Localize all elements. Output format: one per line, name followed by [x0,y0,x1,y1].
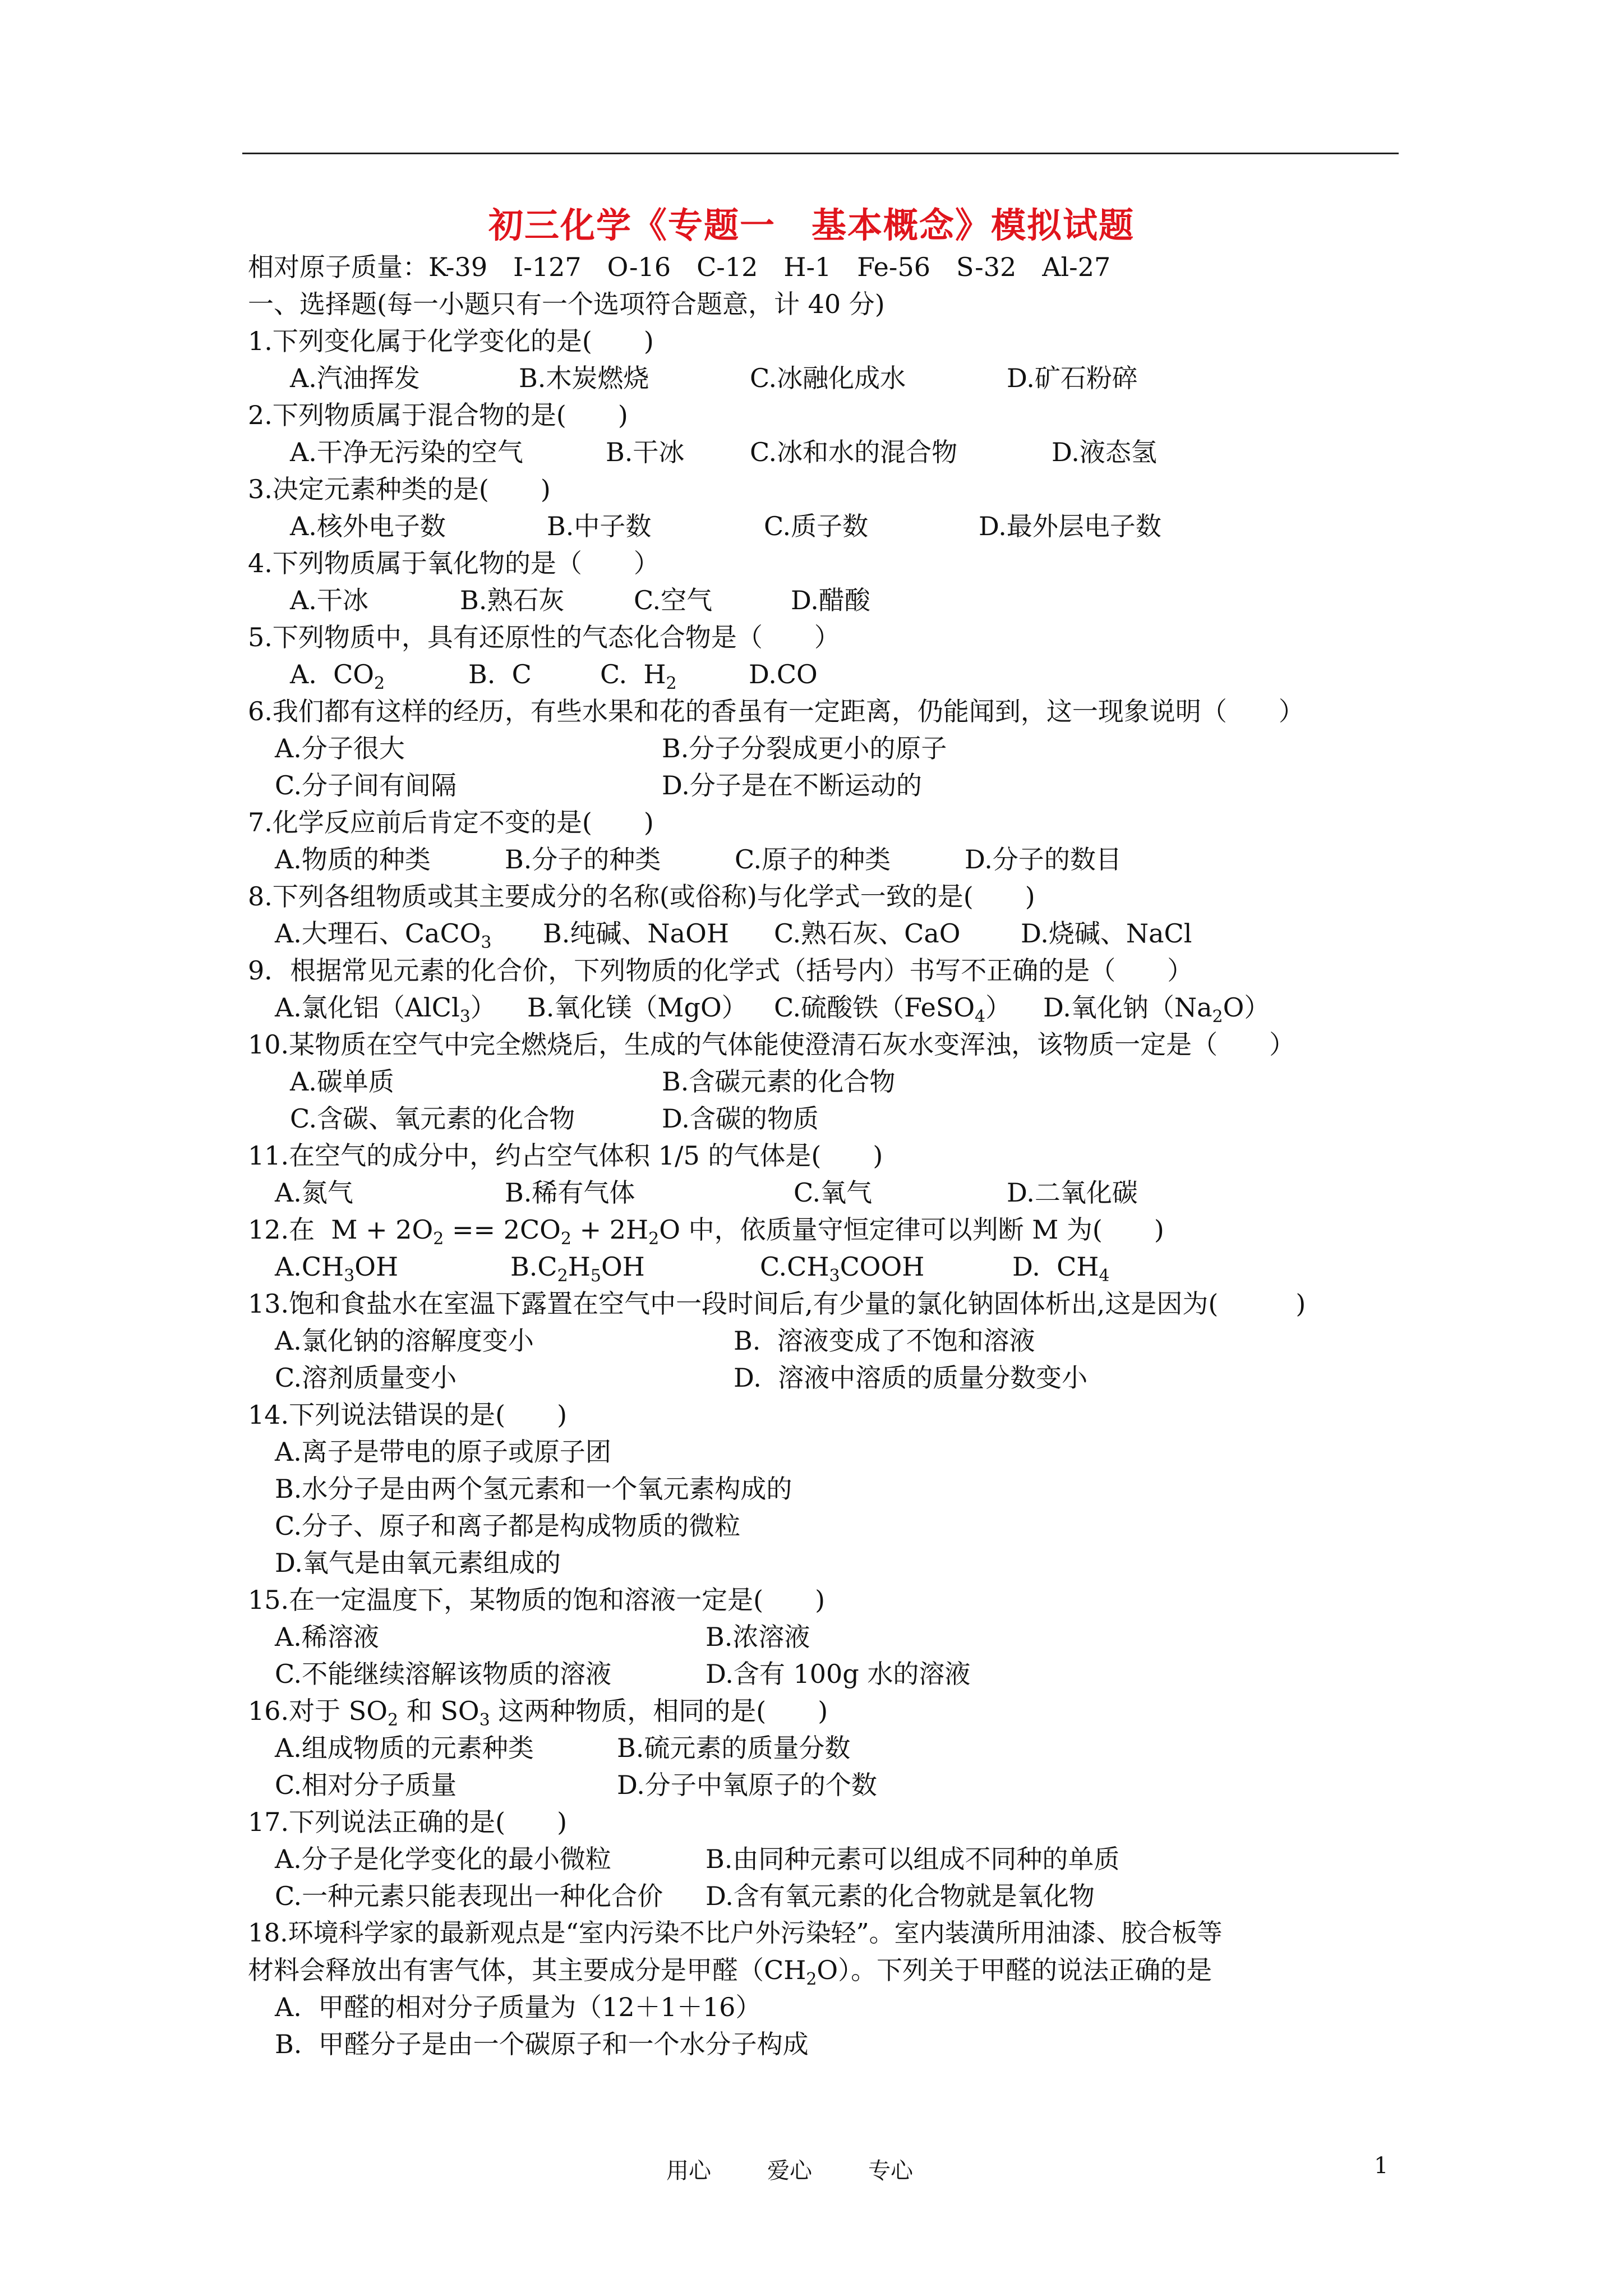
q8-option-c: C.熟石灰、CaO [774,918,961,949]
q5-option-b: B. C [468,659,532,689]
question-17: 17.下列说法正确的是( ) [248,1807,568,1837]
q7-option-a: A.物质的种类 [275,844,431,875]
q10-option-a: A.碳单质 [290,1066,394,1097]
question-16: 16.对于 $SO_2$ 和 $SO_3$ 这两种物质，相同的是( ) [248,1696,828,1730]
q16-option-b: B.硫元素的质量分数 [617,1733,851,1763]
question-18-line-2: 材料会释放出有害气体，其主要成分是甲醛$(CH_2O)$。下列关于甲醛的说法正确的是 [248,1955,1212,1989]
q2-option-c: C.冰和水的混合物 [750,437,958,467]
q10-option-d: D.含碳的物质 [662,1103,819,1134]
question-13: 13.饱和食盐水在室温下露置在空气中一段时间后,有少量的氯化钠固体析出,这是因为( ) [248,1289,1306,1319]
q13-option-a: A.氯化钠的溶解度变小 [275,1326,534,1356]
q11-option-d: D.二氧化碳 [1007,1177,1138,1208]
q3-option-a: A.核外电子数 [290,511,446,541]
question-1: 1.下列变化属于化学变化的是( ) [248,326,654,356]
q11-option-a: A.氮气 [275,1177,353,1208]
q6-option-c: C.分子间有间隔 [275,770,457,800]
q3-option-d: D.最外层电子数 [979,511,1161,541]
q16-option-d: D.分子中氧原子的个数 [617,1770,877,1800]
q2-option-d: D.液态氢 [1052,437,1157,467]
q17-option-a: A.分子是化学变化的最小微粒 [275,1844,611,1874]
q9-option-a: A.氯化铝（AlCl$_3$） [275,992,496,1027]
q14-option-c: C.分子、原子和离子都是构成物质的微粒 [275,1511,741,1541]
footer-text-1: 用心 [666,2158,711,2184]
question-9: 9．根据常见元素的化合价，下列物质的化学式（括号内）书写不正确的是（ ） [248,955,1193,986]
q4-option-a: A.干冰 [290,585,368,615]
q4-option-d: D.醋酸 [791,585,870,615]
header-rule [242,153,1399,154]
question-8: 8.下列各组物质或其主要成分的名称(或俗称)与化学式一致的是( ) [248,881,1035,912]
q13-option-d: D. 溶液中溶质的质量分数变小 [734,1363,1088,1393]
footer-text-2: 爱心 [767,2158,812,2184]
q9-option-b: B.氧化镁（MgO） [527,992,748,1023]
question-18-line-1: 18.环境科学家的最新观点是“室内污染不比户外污染轻”。室内装潢所用油漆、胶合板等 [248,1918,1223,1948]
q12-option-d: D. $CH_4$ [1012,1251,1110,1286]
q10-option-b: B.含碳元素的化合物 [662,1066,896,1097]
q5-option-d: D.CO [749,659,818,689]
question-14: 14.下列说法错误的是( ) [248,1400,568,1430]
q7-option-c: C.原子的种类 [735,844,891,875]
atomic-mass-line: 相对原子质量：K-39 I-127 O-16 C-12 H-1 Fe-56 S-32 Al-27 [248,252,1111,282]
q16-option-c: C.相对分子质量 [275,1770,457,1800]
q10-option-c: C.含碳、氧元素的化合物 [290,1103,575,1134]
q8-option-d: D.烧碱、NaCl [1021,918,1192,949]
q14-option-a: A.离子是带电的原子或原子团 [275,1437,611,1467]
q9-option-c: C.硫酸铁（FeSO$_4$） [774,992,1012,1027]
q15-option-a: A.稀溶液 [275,1622,379,1652]
q5-option-c: C. $H_2$ [600,659,677,693]
q14-option-b: B.水分子是由两个氢元素和一个氧元素构成的 [275,1474,792,1504]
q3-option-c: C.质子数 [764,511,869,541]
q15-option-c: C.不能继续溶解该物质的溶液 [275,1659,612,1689]
q17-option-c: C.一种元素只能表现出一种化合价 [275,1881,663,1911]
question-6: 6.我们都有这样的经历，有些水果和花的香虽有一定距离，仍能闻到，这一现象说明（ ） [248,696,1304,726]
q1-option-a: A.汽油挥发 [290,363,420,393]
q11-option-c: C.氧气 [794,1177,873,1208]
q1-option-d: D.矿石粉碎 [1007,363,1138,393]
q6-option-d: D.分子是在不断运动的 [662,770,922,800]
q18-option-b: B. 甲醛分子是由一个碳原子和一个水分子构成 [275,2029,809,2059]
q2-option-a: A.干净无污染的空气 [290,437,523,467]
q13-option-b: B. 溶液变成了不饱和溶液 [734,1326,1035,1356]
question-2: 2.下列物质属于混合物的是( ) [248,400,628,430]
q8-option-b: B.纯碱、NaOH [543,918,729,949]
q17-option-b: B.由同种元素可以组成不同种的单质 [706,1844,1120,1874]
q9-option-d: D.氧化钠$(Na_2O)$ [1043,992,1270,1027]
question-11: 11.在空气的成分中，约占空气体积 1/5 的气体是( ) [248,1140,883,1171]
question-10: 10.某物质在空气中完全燃烧后，生成的气体能使澄清石灰水变浑浊，该物质一定是（ ） [248,1029,1295,1060]
question-7: 7.化学反应前后肯定不变的是( ) [248,807,654,838]
q7-option-b: B.分子的种类 [505,844,661,875]
q11-option-b: B.稀有气体 [505,1177,635,1208]
q4-option-b: B.熟石灰 [460,585,565,615]
page-number: 1 [1374,2153,1389,2179]
q8-option-a: A.大理石、CaCO$_3$ [275,918,492,953]
q3-option-b: B.中子数 [547,511,652,541]
question-3: 3.决定元素种类的是( ) [248,474,551,504]
q12-option-c: $C.CH_3COOH$ [760,1251,925,1286]
footer-text-3: 专心 [868,2158,913,2184]
question-12: 12.在 $M + 2O_2 == 2CO_2 + 2H_2O$ 中，依质量守恒定律可以判断 M 为( ) [248,1214,1164,1249]
q1-option-c: C.冰融化成水 [750,363,906,393]
page-title: 初三化学《专题一 基本概念》模拟试题 [488,205,1135,246]
q15-option-b: B.浓溶液 [706,1622,810,1652]
question-5: 5.下列物质中，具有还原性的气态化合物是（ ） [248,622,840,652]
q17-option-d: D.含有氧元素的化合物就是氧化物 [706,1881,1095,1911]
q16-option-a: A.组成物质的元素种类 [275,1733,534,1763]
q15-option-d: D.含有 100g 水的溶液 [706,1659,971,1689]
q1-option-b: B.木炭燃烧 [519,363,649,393]
q18-option-a: A. 甲醛的相对分子质量为（12＋1＋16） [275,1992,762,2022]
q4-option-c: C.空气 [634,585,713,615]
q12-option-b: $B.C_2H_5OH$ [510,1251,645,1286]
question-15: 15.在一定温度下，某物质的饱和溶液一定是( ) [248,1585,826,1615]
q7-option-d: D.分子的数目 [965,844,1122,875]
question-4: 4.下列物质属于氧化物的是（ ） [248,548,660,578]
q14-option-d: D.氧气是由氧元素组成的 [275,1548,561,1578]
section-heading: 一、选择题(每一小题只有一个选项符合题意，计 40 分) [248,289,885,319]
q13-option-c: C.溶剂质量变小 [275,1363,457,1393]
q2-option-b: B.干冰 [606,437,685,467]
q6-option-a: A.分子很大 [275,733,405,763]
q12-option-a: $A.CH_3OH$ [275,1251,399,1286]
q5-option-a: A. $CO_2$ [290,659,385,693]
q6-option-b: B.分子分裂成更小的原子 [662,733,947,763]
